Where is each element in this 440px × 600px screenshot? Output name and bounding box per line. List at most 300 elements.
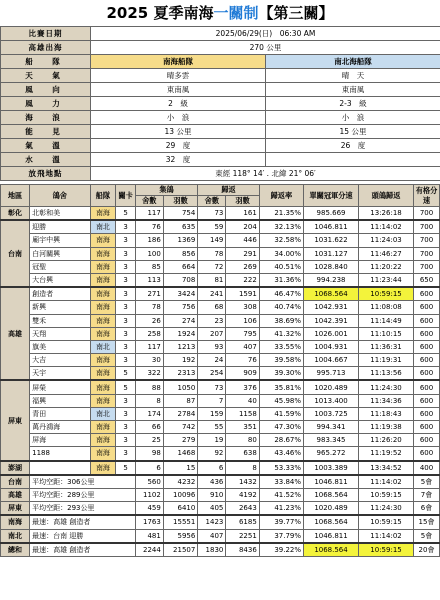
total-return-pigeons: 8436 [226, 543, 259, 557]
total-first-return: 10:59:15 [359, 543, 414, 557]
row-loft: 大台興 [30, 273, 90, 287]
row-loft: 北彰和美 [30, 207, 90, 221]
row-collect-count: 117 [135, 340, 163, 353]
row-loft: 旗美 [30, 340, 90, 353]
info-south-value: 東南風 [91, 83, 266, 97]
fleet-north-header: 南北海船隊 [266, 55, 440, 69]
title-suffix: 【第三關】 [258, 4, 334, 22]
row-champ-speed: 1004.931 [304, 340, 359, 353]
row-return-count: 19 [198, 434, 226, 447]
row-gates: 3 [116, 354, 135, 367]
row-fleet: 南海 [90, 301, 116, 314]
row-fleet: 南海 [90, 207, 116, 221]
info-south-value: 13 公里 [91, 125, 266, 139]
row-region: 台南 [1, 220, 30, 287]
row-first-return: 11:19:52 [359, 447, 414, 461]
total-return-count: 1830 [198, 543, 226, 557]
row-loft: 天宇 [30, 367, 90, 381]
row-return-count: 72 [198, 260, 226, 273]
row-first-return: 11:14:49 [359, 314, 414, 327]
row-collect-count: 66 [135, 421, 163, 434]
total-collect-pigeons: 21507 [163, 543, 198, 557]
fleet-summary-row [1, 529, 440, 543]
row-return-pigeons: 269 [226, 260, 259, 273]
row-collect-pigeons: 2313 [163, 367, 198, 381]
row-collect-count: 25 [135, 434, 163, 447]
results-table [0, 184, 440, 557]
row-region: 屏東 [1, 380, 30, 460]
row-loft: 白河關興 [30, 247, 90, 260]
row-rate: 47.30% [259, 421, 303, 434]
row-prize: 600 [414, 367, 440, 381]
fleet-summary-region: 南北 [1, 529, 30, 543]
row-gates: 3 [116, 314, 135, 327]
fleet-summary-champ-speed: 1068.564 [304, 515, 359, 529]
region-summary-champ-speed: 1020.489 [304, 502, 359, 516]
row-first-return: 11:18:43 [359, 407, 414, 420]
row-return-count: 73 [198, 207, 226, 221]
total-row [1, 543, 440, 557]
row-first-return: 11:10:15 [359, 327, 414, 340]
row-loft: 冠聖 [30, 260, 90, 273]
row-loft: 雙禾 [30, 314, 90, 327]
row-collect-pigeons: 756 [163, 301, 198, 314]
row-fleet: 南海 [90, 287, 116, 301]
info-row [1, 139, 440, 153]
row-rate: 35.81% [259, 380, 303, 394]
info-row [1, 125, 440, 139]
region-summary-prize: 5會 [414, 475, 440, 489]
row-return-pigeons: 308 [226, 301, 259, 314]
row-rate: 32.13% [259, 220, 303, 234]
region-summary-collect-count: 1102 [135, 488, 163, 501]
fleet-summary-collect-count: 481 [135, 529, 163, 543]
row-prize: 600 [414, 380, 440, 394]
region-summary-first-return: 11:24:30 [359, 502, 414, 516]
region-summary-text: 平均空距：293公里 [30, 502, 136, 516]
row-collect-pigeons: 1050 [163, 380, 198, 394]
row-return-pigeons: 351 [226, 421, 259, 434]
row-prize: 400 [414, 461, 440, 475]
region-summary-collect-count: 459 [135, 502, 163, 516]
row-region: 高雄 [1, 287, 30, 380]
table-row [1, 394, 440, 407]
region-summary-return-count: 405 [198, 502, 226, 516]
region-summary-first-return: 10:59:15 [359, 488, 414, 501]
row-loft: 屏海 [30, 434, 90, 447]
fleet-summary-return-pigeons: 6185 [226, 515, 259, 529]
table-row [1, 461, 440, 475]
row-champ-speed: 983.345 [304, 434, 359, 447]
row-fleet: 南海 [90, 273, 116, 287]
fleet-summary-return-pigeons: 2251 [226, 529, 259, 543]
table-row [1, 247, 440, 260]
row-prize: 700 [414, 207, 440, 221]
row-prize: 600 [414, 394, 440, 407]
fleet-summary-return-count: 407 [198, 529, 226, 543]
title-prefix: 夏季南海 [153, 4, 214, 22]
fleet-summary-rate: 37.79% [259, 529, 303, 543]
col-collect-count: 舍數 [135, 196, 163, 207]
row-prize: 600 [414, 407, 440, 420]
region-summary-champ-speed: 1068.564 [304, 488, 359, 501]
row-gates: 3 [116, 234, 135, 247]
table-row [1, 207, 440, 221]
row-region: 彰化 [1, 207, 30, 221]
fleet-label: 船 隊 [1, 55, 91, 69]
row-first-return: 13:26:18 [359, 207, 414, 221]
row-rate: 32.58% [259, 234, 303, 247]
region-summary-collect-pigeons: 6410 [163, 502, 198, 516]
row-collect-count: 98 [135, 447, 163, 461]
table-row [1, 234, 440, 247]
row-rate: 40.51% [259, 260, 303, 273]
info-row-label: 水 溫 [1, 153, 91, 167]
row-region: 澎湖 [1, 461, 30, 475]
region-summary-region: 屏東 [1, 502, 30, 516]
row-collect-count: 88 [135, 380, 163, 394]
route-value: 270 公里 [91, 41, 440, 55]
table-row [1, 354, 440, 367]
row-return-pigeons: 8 [226, 461, 259, 475]
col-return: 歸返 [198, 185, 259, 196]
total-text: 最速：高雄 創造者 [30, 543, 136, 557]
col-gates: 關卡 [116, 185, 135, 207]
row-fleet: 南海 [90, 327, 116, 340]
total-region: 總和 [1, 543, 30, 557]
row-collect-pigeons: 1213 [163, 340, 198, 353]
row-collect-pigeons: 1468 [163, 447, 198, 461]
col-fleet: 船隊 [90, 185, 116, 207]
region-summary-rate: 41.52% [259, 488, 303, 501]
row-rate: 53.33% [259, 461, 303, 475]
region-summary-return-count: 910 [198, 488, 226, 501]
row-prize: 700 [414, 220, 440, 234]
info-row-label: 風 力 [1, 97, 91, 111]
region-summary-collect-pigeons: 10096 [163, 488, 198, 501]
row-rate: 21.35% [259, 207, 303, 221]
col-first-return: 頭鴿歸返 [359, 185, 414, 207]
row-fleet: 南海 [90, 394, 116, 407]
fleet-summary-rate: 39.77% [259, 515, 303, 529]
row-fleet: 南海 [90, 380, 116, 394]
info-south-value: 小 浪 [91, 111, 266, 125]
col-return-count: 舍數 [198, 196, 226, 207]
region-summary-first-return: 11:14:02 [359, 475, 414, 489]
row-return-pigeons: 1158 [226, 407, 259, 420]
row-fleet: 南北 [90, 340, 116, 353]
row-first-return: 11:19:31 [359, 354, 414, 367]
row-collect-pigeons: 1924 [163, 327, 198, 340]
total-rate: 39.22% [259, 543, 303, 557]
row-rate: 40.74% [259, 301, 303, 314]
row-gates: 3 [116, 247, 135, 260]
page-title [0, 0, 440, 26]
row-fleet: 南海 [90, 434, 116, 447]
row-first-return: 11:08:08 [359, 301, 414, 314]
row-champ-speed: 1004.667 [304, 354, 359, 367]
row-gates: 3 [116, 220, 135, 234]
table-row [1, 260, 440, 273]
row-champ-speed: 1068.564 [304, 287, 359, 301]
row-rate: 38.69% [259, 314, 303, 327]
row-return-pigeons: 222 [226, 273, 259, 287]
fleet-summary-collect-count: 1763 [135, 515, 163, 529]
row-return-pigeons: 909 [226, 367, 259, 381]
col-collect: 集鴿 [135, 185, 198, 196]
col-region: 地區 [1, 185, 30, 207]
row-gates: 3 [116, 287, 135, 301]
title-year: 2025 [106, 4, 149, 22]
table-row [1, 340, 440, 353]
row-prize: 600 [414, 421, 440, 434]
fleet-summary-region: 南海 [1, 515, 30, 529]
row-gates: 3 [116, 327, 135, 340]
row-loft: 新興 [30, 301, 90, 314]
row-collect-pigeons: 1369 [163, 234, 198, 247]
info-south-value: 2 級 [91, 97, 266, 111]
row-return-pigeons: 80 [226, 434, 259, 447]
row-loft: 1188 [30, 447, 90, 461]
row-loft: 廟宇中興 [30, 234, 90, 247]
row-collect-count: 78 [135, 301, 163, 314]
fleet-summary-prize: 5會 [414, 529, 440, 543]
row-collect-count: 85 [135, 260, 163, 273]
info-north-value: 26 度 [266, 139, 440, 153]
info-north-value: 晴 天 [266, 69, 440, 83]
row-gates: 3 [116, 260, 135, 273]
row-gates: 3 [116, 434, 135, 447]
race-info-table [0, 26, 440, 181]
row-collect-count: 6 [135, 461, 163, 475]
row-return-pigeons: 204 [226, 220, 259, 234]
row-collect-pigeons: 635 [163, 220, 198, 234]
row-prize: 600 [414, 327, 440, 340]
info-south-value: 29 度 [91, 139, 266, 153]
region-summary-text: 平均空距：289公里 [30, 488, 136, 501]
row-loft: 青田 [30, 407, 90, 420]
row-collect-count: 100 [135, 247, 163, 260]
row-collect-pigeons: 2784 [163, 407, 198, 420]
fleet-south-header: 南海船隊 [91, 55, 266, 69]
row-rate: 34.00% [259, 247, 303, 260]
release-label: 放飛地點 [1, 167, 91, 181]
info-row [1, 111, 440, 125]
table-row [1, 314, 440, 327]
table-row [1, 380, 440, 394]
fleet-summary-first-return: 11:14:02 [359, 529, 414, 543]
row-return-pigeons: 106 [226, 314, 259, 327]
row-return-count: 68 [198, 301, 226, 314]
route-label: 高雄出海 [1, 41, 91, 55]
region-summary-region: 高雄 [1, 488, 30, 501]
info-row [1, 97, 440, 111]
row-loft: 屏榮 [30, 380, 90, 394]
region-summary-prize: 7會 [414, 488, 440, 501]
row-return-count: 207 [198, 327, 226, 340]
row-return-count: 59 [198, 220, 226, 234]
row-loft: 大吉 [30, 354, 90, 367]
row-champ-speed: 994.341 [304, 421, 359, 434]
row-return-count: 55 [198, 421, 226, 434]
row-first-return: 13:34:52 [359, 461, 414, 475]
info-row-label: 天 氣 [1, 69, 91, 83]
row-rate: 39.30% [259, 367, 303, 381]
table-row [1, 447, 440, 461]
row-return-count: 6 [198, 461, 226, 475]
row-collect-pigeons: 274 [163, 314, 198, 327]
info-north-value: 小 浪 [266, 111, 440, 125]
row-champ-speed: 1026.001 [304, 327, 359, 340]
region-summary-collect-pigeons: 4232 [163, 475, 198, 489]
row-return-pigeons: 76 [226, 354, 259, 367]
row-return-pigeons: 446 [226, 234, 259, 247]
col-loft: 鴿舍 [30, 185, 90, 207]
row-champ-speed: 1003.725 [304, 407, 359, 420]
info-row [1, 69, 440, 83]
row-rate: 41.59% [259, 407, 303, 420]
row-champ-speed: 1042.931 [304, 301, 359, 314]
info-row [1, 83, 440, 97]
row-collect-count: 117 [135, 207, 163, 221]
fleet-summary-champ-speed: 1046.811 [304, 529, 359, 543]
row-gates: 3 [116, 340, 135, 353]
row-collect-pigeons: 3424 [163, 287, 198, 301]
region-summary-row [1, 488, 440, 501]
info-north-value: 東南風 [266, 83, 440, 97]
row-collect-count: 26 [135, 314, 163, 327]
row-collect-pigeons: 279 [163, 434, 198, 447]
row-gates: 3 [116, 421, 135, 434]
fleet-summary-text: 最速：高雄 創造者 [30, 515, 136, 529]
row-prize: 600 [414, 434, 440, 447]
row-first-return: 11:46:27 [359, 247, 414, 260]
table-row [1, 273, 440, 287]
race-date-value: 2025/06/29(日) 06:30 AM [91, 27, 440, 41]
row-prize: 700 [414, 234, 440, 247]
info-north-value: 15 公里 [266, 125, 440, 139]
table-row [1, 407, 440, 420]
row-return-count: 93 [198, 340, 226, 353]
row-return-count: 78 [198, 247, 226, 260]
region-summary-row [1, 475, 440, 489]
row-prize: 600 [414, 314, 440, 327]
row-champ-speed: 1031.127 [304, 247, 359, 260]
row-rate: 43.46% [259, 447, 303, 461]
total-collect-count: 2244 [135, 543, 163, 557]
row-collect-count: 258 [135, 327, 163, 340]
col-collect-pigeons: 羽數 [163, 196, 198, 207]
row-return-count: 149 [198, 234, 226, 247]
row-collect-pigeons: 708 [163, 273, 198, 287]
row-fleet: 南北 [90, 220, 116, 234]
row-prize: 700 [414, 260, 440, 273]
row-gates: 5 [116, 207, 135, 221]
row-champ-speed: 1013.400 [304, 394, 359, 407]
row-champ-speed: 995.713 [304, 367, 359, 381]
row-rate: 46.47% [259, 287, 303, 301]
row-first-return: 11:14:02 [359, 220, 414, 234]
col-champ: 單關冠軍分速 [304, 185, 359, 207]
info-row-label: 能 見 [1, 125, 91, 139]
row-return-count: 92 [198, 447, 226, 461]
row-fleet: 南海 [90, 247, 116, 260]
row-collect-pigeons: 754 [163, 207, 198, 221]
row-champ-speed: 1046.811 [304, 220, 359, 234]
row-return-count: 159 [198, 407, 226, 420]
table-row [1, 434, 440, 447]
row-champ-speed: 1020.489 [304, 380, 359, 394]
row-collect-count: 186 [135, 234, 163, 247]
row-gates: 3 [116, 394, 135, 407]
row-fleet: 南海 [90, 447, 116, 461]
row-collect-count: 271 [135, 287, 163, 301]
total-prize: 20會 [414, 543, 440, 557]
region-summary-text: 平均空距：306公里 [30, 475, 136, 489]
col-prize: 有格分速 [414, 185, 440, 207]
info-south-value: 32 度 [91, 153, 266, 167]
row-collect-pigeons: 664 [163, 260, 198, 273]
row-return-pigeons: 795 [226, 327, 259, 340]
row-collect-pigeons: 856 [163, 247, 198, 260]
col-return-pigeons: 羽數 [226, 196, 259, 207]
info-north-value: 2-3 級 [266, 97, 440, 111]
row-collect-count: 322 [135, 367, 163, 381]
info-south-value: 晴多雲 [91, 69, 266, 83]
row-champ-speed: 994.238 [304, 273, 359, 287]
row-return-count: 7 [198, 394, 226, 407]
row-collect-count: 30 [135, 354, 163, 367]
row-collect-pigeons: 192 [163, 354, 198, 367]
table-row [1, 421, 440, 434]
region-summary-champ-speed: 1046.811 [304, 475, 359, 489]
info-row-label: 海 浪 [1, 111, 91, 125]
row-fleet: 南海 [90, 234, 116, 247]
row-return-pigeons: 1591 [226, 287, 259, 301]
row-return-pigeons: 161 [226, 207, 259, 221]
row-rate: 41.32% [259, 327, 303, 340]
row-champ-speed: 1003.389 [304, 461, 359, 475]
row-prize: 600 [414, 447, 440, 461]
row-fleet: 南海 [90, 461, 116, 475]
table-row [1, 301, 440, 314]
row-first-return: 11:26:20 [359, 434, 414, 447]
table-row [1, 287, 440, 301]
region-summary-collect-count: 560 [135, 475, 163, 489]
row-return-pigeons: 638 [226, 447, 259, 461]
row-fleet: 南海 [90, 354, 116, 367]
row-prize: 700 [414, 247, 440, 260]
row-loft: 迎勝 [30, 220, 90, 234]
table-row [1, 220, 440, 234]
region-summary-return-pigeons: 1432 [226, 475, 259, 489]
region-summary-rate: 33.84% [259, 475, 303, 489]
row-prize: 600 [414, 301, 440, 314]
region-summary-return-count: 436 [198, 475, 226, 489]
row-collect-pigeons: 15 [163, 461, 198, 475]
row-gates: 5 [116, 461, 135, 475]
row-prize: 600 [414, 340, 440, 353]
row-gates: 3 [116, 447, 135, 461]
row-first-return: 11:19:38 [359, 421, 414, 434]
row-loft: 天翔 [30, 327, 90, 340]
row-collect-count: 8 [135, 394, 163, 407]
fleet-summary-return-count: 1423 [198, 515, 226, 529]
release-value: 東經 118° 14′ . 北緯 21° 06′ [91, 167, 440, 181]
row-first-return: 11:23:44 [359, 273, 414, 287]
row-loft: 萬丹鴻海 [30, 421, 90, 434]
row-fleet: 南海 [90, 421, 116, 434]
